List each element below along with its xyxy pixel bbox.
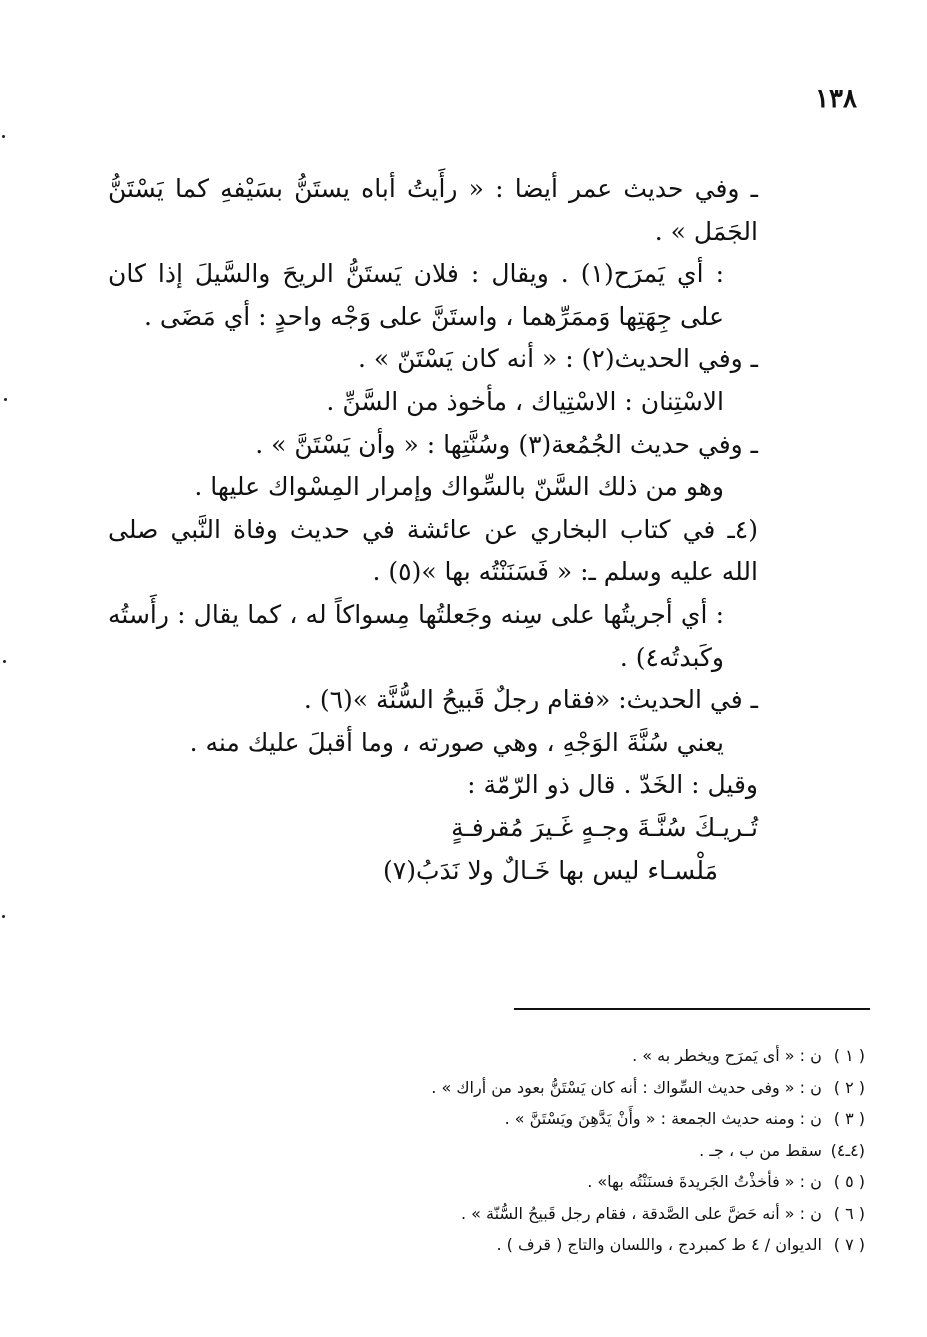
footnote-number: (٤ـ٤) [830,1140,865,1160]
footnote [225,1072,865,1104]
footnote-number: ( ١ ) [833,1046,865,1065]
main-text [108,168,758,892]
paragraph: يعني سُنَّةَ الوَجْهِ ، وهي صورته ، وما أقبلَ عليك منه . [189,727,724,757]
paragraph: ـ في الحديث: «فقام رجلٌ قَبيحُ السُّنَّة »(٦) . [303,685,758,715]
paragraph: : أي أجريتُها على سِنه وجَعلتُها مِسواكاً له ، كما يقال : رأَستُه وكَبدتُه٤) . [108,599,724,672]
footnotes [225,1040,865,1261]
footnote [225,1166,865,1198]
footnote-number: ( ٦ ) [833,1203,865,1223]
verse-line: تُـريـكَ سُنَّـةَ وجـهٍ غَـيرَ مُقرفـةٍ [451,812,758,842]
paragraph: ـ وفي حديث عمر أيضا : « رأَيتُ أباه يستَنُّ بسَيْفهِ كما يَسْتَنُّ الجَمَل » . [108,174,758,246]
paragraph: الاسْتِنان : الاسْتِياك ، مأخوذ من السَّنِّ . [326,386,724,416]
footnote-text: سقط من ب ، جـ . [699,1140,822,1160]
scan-speck [2,915,5,918]
footnote-divider [514,1008,870,1010]
footnote-text: ن : « أنه حَضَّ على الصَّدقة ، فقام رجل قَبيحُ السُّنّة » . [460,1203,822,1223]
footnote-text: ن : « فأخذْتُ الجَريدةَ فسنَنْتُه بها» . [587,1172,822,1191]
footnote-text: ن : « أى يَمرَح ويخطر به » . [632,1046,822,1065]
page-number: ١٣٨ [815,84,857,114]
footnote-text: ن : « وفى حديث السِّواك : أنه كان يَسْتَنُّ بعود من أراك » . [431,1077,822,1097]
footnote [225,1198,865,1230]
paragraph: وهو من ذلك السَّنّ بالسِّواك وإمرار المِسْواك عليها . [194,472,724,502]
verse-line: مَلْسـاء ليس بها خَـالٌ ولا نَدَبُ(٧) [383,855,718,885]
paragraph: : أي يَمرَح(١) . ويقال : فلان يَستَنُّ الريحَ والسَّيلَ إذا كان على جِهَتِها وَممَرِّهما ، واستَنَّ على وَجْه واحدٍ : أي مَضَى . [108,259,724,331]
footnote-text: الديوان / ٤ ط كمبردج ، واللسان والتاج ( قرف ) . [496,1235,822,1254]
paragraph: ـ وفي حديث الجُمُعة(٣) وسُنَّتِها : « وأن يَسْتَنَّ » . [255,429,758,459]
footnote [225,1040,865,1072]
footnote [225,1229,865,1261]
scan-speck [4,398,7,401]
paragraph: وقيل : الخَدّ . قال ذو الرّمّة : [467,770,758,800]
footnote [225,1103,865,1135]
footnote-number: ( ٥ ) [833,1172,865,1191]
paragraph: ـ وفي الحديث(٢) : « أنه كان يَسْتَنّ » . [358,344,758,374]
scan-speck [3,660,6,663]
footnote [225,1135,865,1167]
footnote-number: ( ٢ ) [833,1077,865,1097]
footnote-number: ( ٧ ) [833,1235,865,1254]
paragraph: (٤ـ في كتاب البخاري عن عائشة في حديث وفاة النَّبي صلى الله عليه وسلم ـ: « فَسَنَنْتُه بها »(٥) . [108,514,758,587]
footnote-number: ( ٣ ) [833,1109,865,1128]
scan-speck [2,135,5,138]
footnote-text: ن : ومنه حديث الجمعة : « وأَنْ يَدَّهِنَ ويَسْتَنَّ » . [504,1109,822,1128]
